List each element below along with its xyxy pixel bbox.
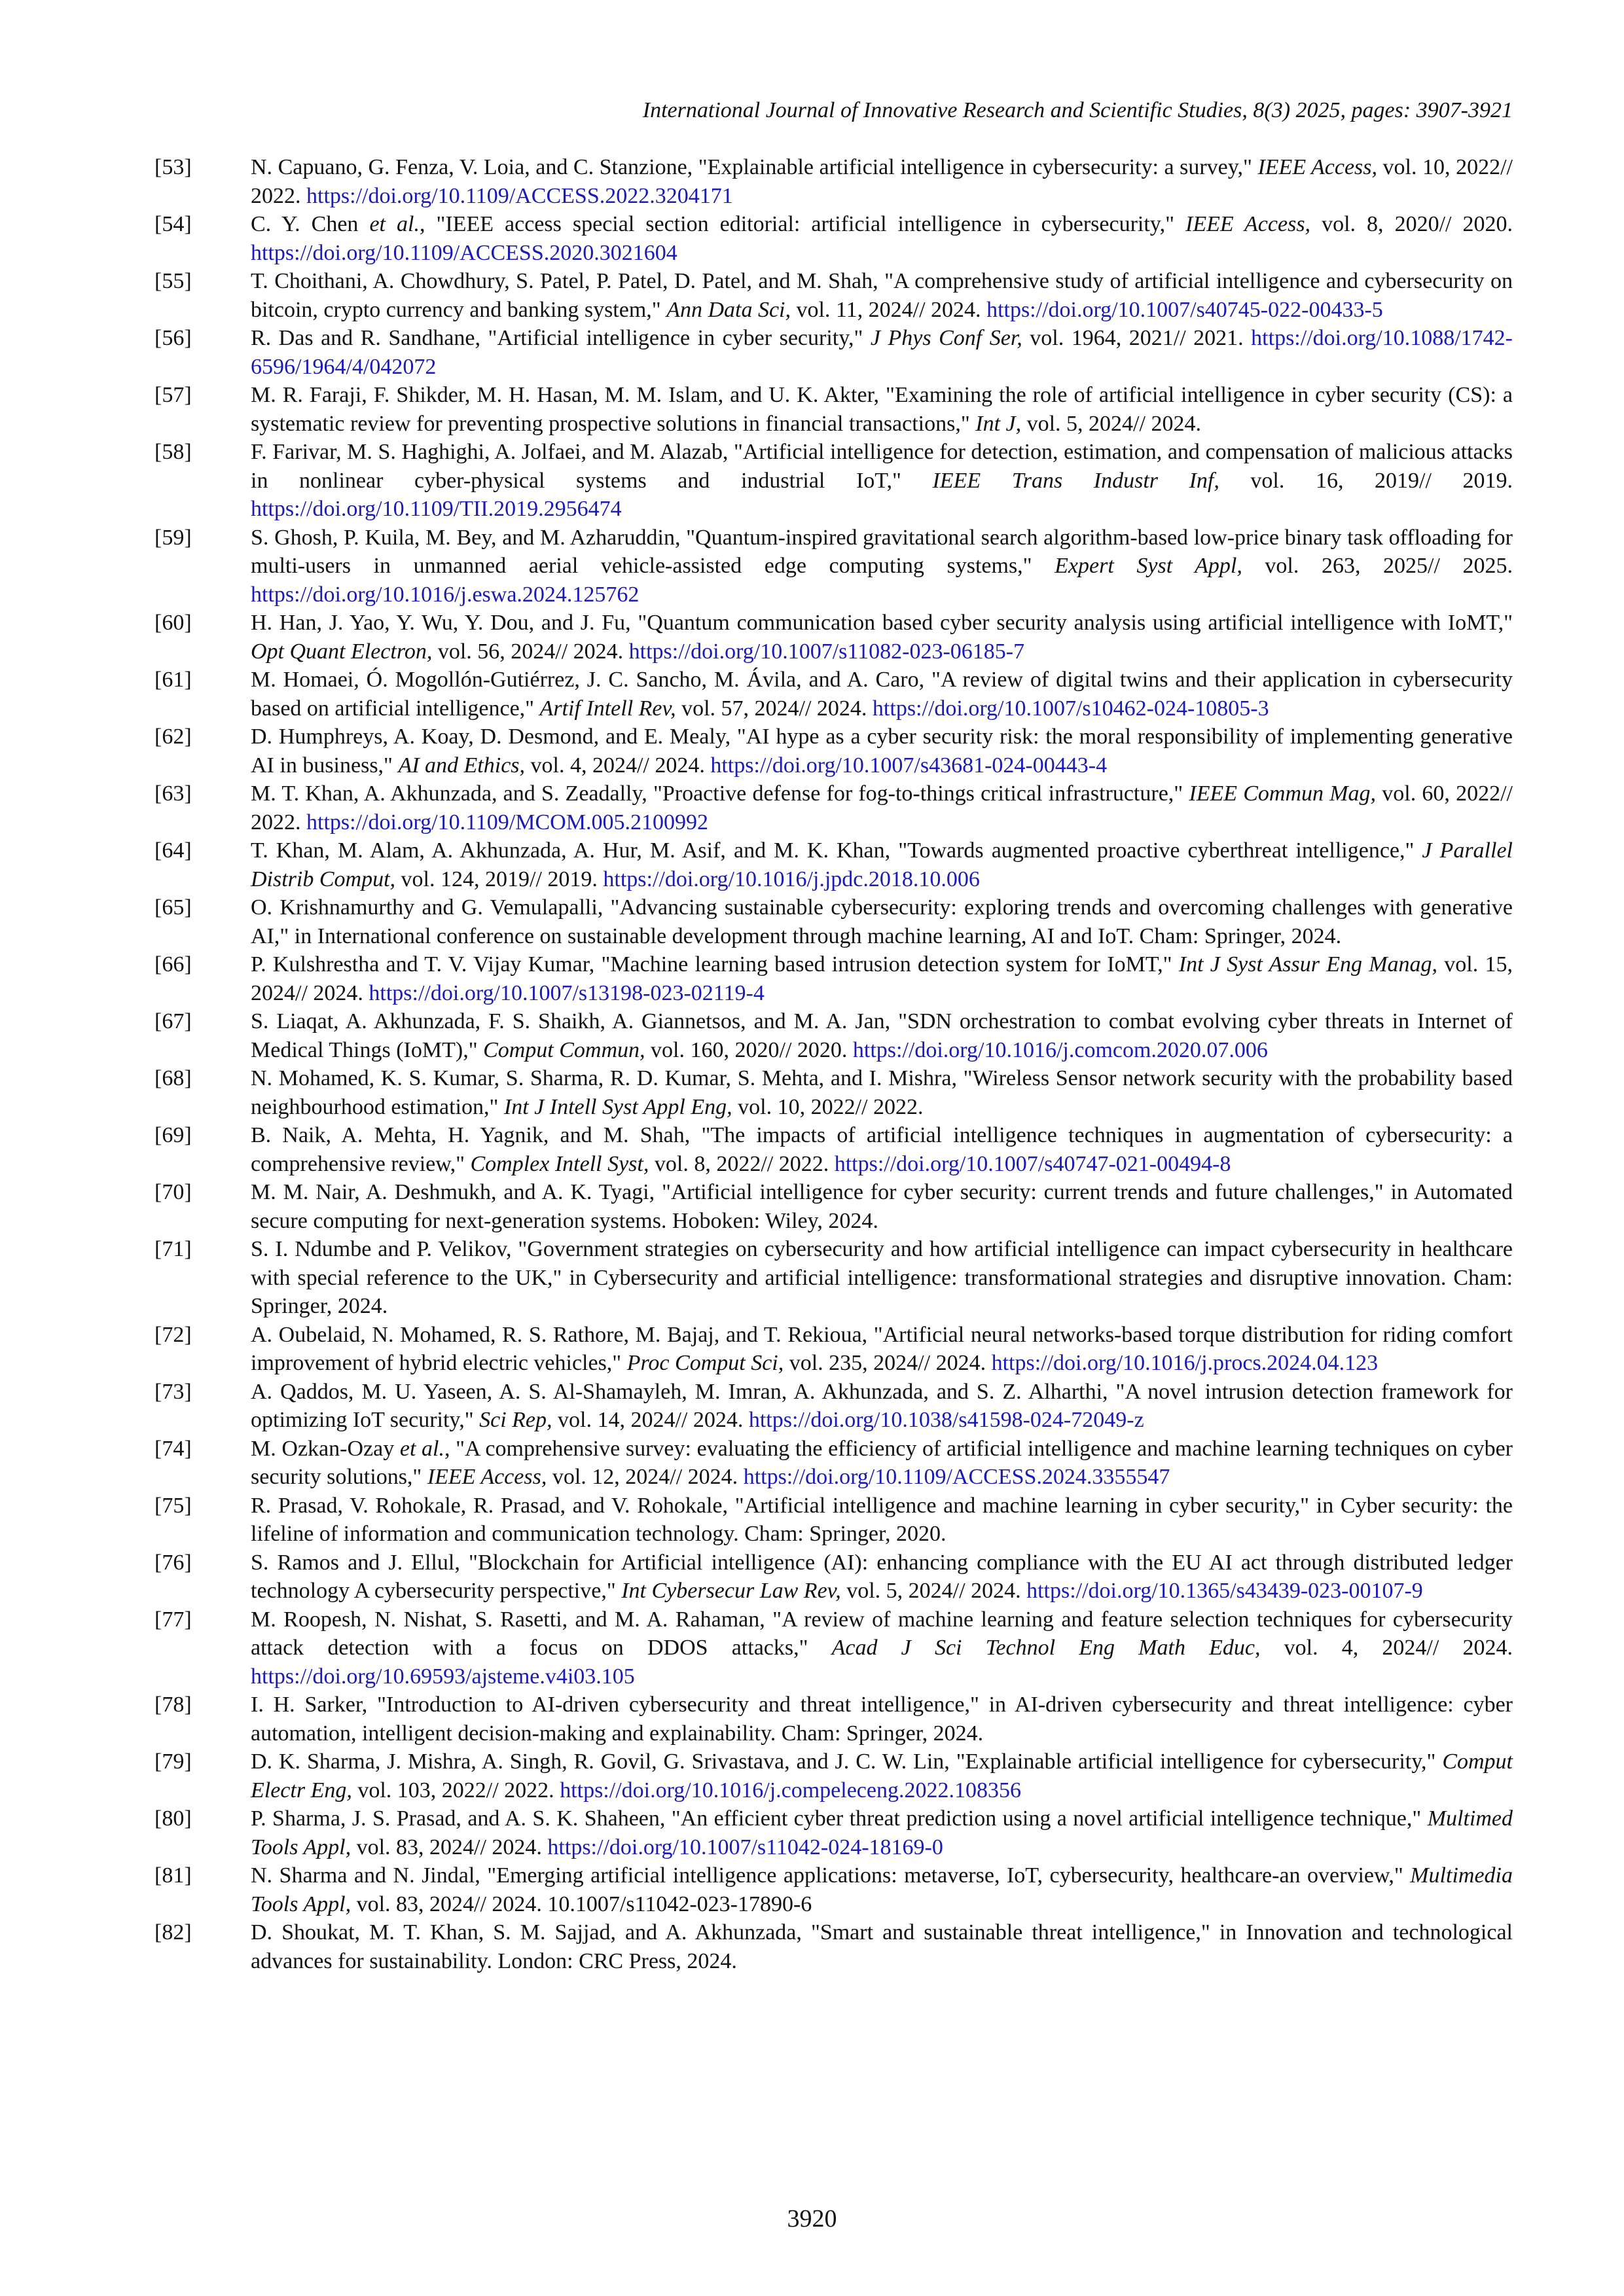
reference-text bbox=[251, 324, 1513, 381]
reference-number: [64] bbox=[154, 838, 192, 863]
reference-item bbox=[154, 1178, 1513, 1235]
journal-name: Int J Intell Syst Appl Eng, bbox=[503, 1094, 732, 1119]
reference-text bbox=[251, 723, 1513, 780]
reference-number: [60] bbox=[154, 611, 192, 635]
volume-year: vol. 124, 2019// 2019. bbox=[395, 867, 604, 891]
reference-citation: A. Qaddos, M. U. Yaseen, A. S. Al-Shamayleh, M. Imran, A. Akhunzada, and S. Z. Alharthi, "A novel intrusion detection framework for optimizing IoT security," bbox=[251, 1379, 1513, 1432]
reference-citation: R. Das and R. Sandhane, "Artificial intelligence in cyber security," bbox=[251, 326, 871, 350]
reference-item bbox=[154, 1007, 1513, 1064]
volume-year: vol. 103, 2022// 2022. bbox=[352, 1778, 560, 1803]
volume-year: vol. 10, 2022// 2022. bbox=[251, 155, 1513, 208]
reference-list bbox=[154, 153, 1513, 1975]
doi-link[interactable]: https://doi.org/10.1109/ACCESS.2024.3355547 bbox=[743, 1465, 1170, 1489]
reference-citation: I. H. Sarker, "Introduction to AI-driven cybersecurity and threat intelligence," in AI-driven cybersecurity and threat intelligence: cyber automation, intelligent decision-making and explainability. Cham: Springer, 2024. bbox=[251, 1693, 1513, 1746]
reference-citation: F. Farivar, M. S. Haghighi, A. Jolfaei, and M. Alazab, "Artificial intelligence for detection, estimation, and compensation of malicious attacks in nonlinear cyber-physical systems and industrial IoT," bbox=[251, 440, 1513, 493]
reference-text bbox=[251, 438, 1513, 524]
reference-number: [78] bbox=[154, 1693, 192, 1717]
reference-item bbox=[154, 210, 1513, 267]
volume-year: vol. 4, 2024// 2024. bbox=[1260, 1636, 1513, 1660]
reference-item bbox=[154, 1235, 1513, 1321]
reference-citation: P. Sharma, J. S. Prasad, and A. S. K. Shaheen, "An efficient cyber threat prediction using a novel artificial intelligence technique," bbox=[251, 1806, 1428, 1831]
reference-citation: S. Ramos and J. Ellul, "Blockchain for Artificial intelligence (AI): enhancing compliance with the EU AI act through distributed ledger technology A cybersecurity perspective," bbox=[251, 1550, 1513, 1603]
volume-year: vol. 14, 2024// 2024. bbox=[552, 1408, 749, 1432]
reference-item bbox=[154, 723, 1513, 780]
reference-number: [54] bbox=[154, 212, 192, 236]
volume-year: vol. 160, 2020// 2020. bbox=[645, 1037, 853, 1062]
reference-text bbox=[251, 1804, 1513, 1861]
reference-number: [79] bbox=[154, 1749, 192, 1774]
reference-item bbox=[154, 1605, 1513, 1691]
reference-item bbox=[154, 1804, 1513, 1861]
reference-item bbox=[154, 1064, 1513, 1121]
journal-name: Int Cybersecur Law Rev, bbox=[621, 1579, 841, 1603]
reference-item bbox=[154, 524, 1513, 609]
reference-text bbox=[251, 1918, 1513, 1975]
reference-number: [81] bbox=[154, 1863, 192, 1888]
doi-link[interactable]: https://doi.org/10.1038/s41598-024-72049-z bbox=[748, 1408, 1144, 1432]
volume-year: vol. 8, 2022// 2022. bbox=[649, 1151, 835, 1176]
reference-number: [63] bbox=[154, 781, 192, 806]
doi-link[interactable]: https://doi.org/10.1016/j.compeleceng.2022.108356 bbox=[560, 1778, 1021, 1803]
reference-citation: S. I. Ndumbe and P. Velikov, "Government strategies on cybersecurity and how artificial intelligence can impact cybersecurity in healthcare with special reference to the UK," in Cybersecurity and artificial intelligence: transformational strategies and disruptive innovation. Cham: Springer, 2024. bbox=[251, 1237, 1513, 1318]
reference-number: [55] bbox=[154, 269, 192, 293]
reference-text bbox=[251, 210, 1513, 267]
reference-item bbox=[154, 950, 1513, 1007]
doi-link[interactable]: https://doi.org/10.1007/s43681-024-00443-4 bbox=[710, 753, 1108, 778]
volume-year: vol. 4, 2024// 2024. bbox=[525, 753, 711, 778]
reference-number: [68] bbox=[154, 1066, 192, 1090]
reference-number: [69] bbox=[154, 1123, 192, 1147]
reference-citation: M. Homaei, Ó. Mogollón-Gutiérrez, J. C. Sancho, M. Ávila, and A. Caro, "A review of digital twins and their application in cybersecurity based on artificial intelligence," bbox=[251, 668, 1513, 721]
reference-text bbox=[251, 1748, 1513, 1804]
reference-text bbox=[251, 524, 1513, 609]
volume-year: vol. 12, 2024// 2024. bbox=[547, 1465, 744, 1489]
reference-text bbox=[251, 1605, 1513, 1691]
volume-year: vol. 5, 2024// 2024. bbox=[1021, 411, 1201, 436]
doi-link[interactable]: https://doi.org/10.1109/TII.2019.2956474 bbox=[251, 497, 622, 521]
reference-item bbox=[154, 609, 1513, 666]
reference-item bbox=[154, 1492, 1513, 1549]
volume-year: vol. 10, 2022// 2022. bbox=[732, 1094, 924, 1119]
reference-text bbox=[251, 1178, 1513, 1235]
journal-name: Proc Comput Sci, bbox=[626, 1351, 784, 1375]
reference-item bbox=[154, 780, 1513, 836]
journal-name: Multimed Tools Appl, bbox=[251, 1806, 1513, 1859]
reference-text bbox=[251, 893, 1513, 950]
reference-number: [65] bbox=[154, 895, 192, 920]
doi-link[interactable]: https://doi.org/10.1016/j.eswa.2024.125762 bbox=[251, 582, 640, 607]
doi-link[interactable]: https://doi.org/10.1007/s40747-021-00494-8 bbox=[834, 1151, 1231, 1176]
volume-year: vol. 235, 2024// 2024. bbox=[784, 1351, 992, 1375]
reference-number: [53] bbox=[154, 155, 192, 179]
reference-text bbox=[251, 1007, 1513, 1064]
reference-citation: S. Ghosh, P. Kuila, M. Bey, and M. Azharuddin, "Quantum-inspired gravitational search algorithm-based low-price binary task offloading for multi-users in unmanned aerial vehicle-assisted edge computing systems," bbox=[251, 525, 1513, 578]
reference-text bbox=[251, 153, 1513, 210]
reference-number: [73] bbox=[154, 1379, 192, 1404]
page-number: 3920 bbox=[787, 2205, 837, 2233]
reference-number: [77] bbox=[154, 1607, 192, 1632]
reference-citation: N. Mohamed, K. S. Kumar, S. Sharma, R. D. Kumar, S. Mehta, and I. Mishra, "Wireless Sensor network security with the probability based neighbourhood estimation," bbox=[251, 1066, 1513, 1119]
reference-citation: D. K. Sharma, J. Mishra, A. Singh, R. Govil, G. Srivastava, and J. C. W. Lin, "Explainable artificial intelligence for cybersecurity," bbox=[251, 1749, 1443, 1774]
reference-number: [71] bbox=[154, 1237, 192, 1261]
doi-link[interactable]: https://doi.org/10.1109/MCOM.005.2100992 bbox=[306, 810, 708, 834]
reference-citation: M. R. Faraji, F. Shikder, M. H. Hasan, M. M. Islam, and U. K. Akter, "Examining the role of artificial intelligence in cyber security (CS): a systematic review for preventing prospective solutions in financial transactions," bbox=[251, 383, 1513, 436]
reference-citation: S. Liaqat, A. Akhunzada, F. S. Shaikh, A. Giannetsos, and M. A. Jan, "SDN orchestration to combat evolving cyber threats in Internet of Medical Things (IoMT)," bbox=[251, 1009, 1513, 1062]
volume-year: vol. 57, 2024// 2024. bbox=[676, 696, 873, 721]
reference-number: [70] bbox=[154, 1180, 192, 1204]
reference-text bbox=[251, 609, 1513, 666]
reference-citation: M. Roopesh, N. Nishat, S. Rasetti, and M. A. Rahaman, "A review of machine learning and feature selection techniques for cybersecurity attack detection with a focus on DDOS attacks," bbox=[251, 1607, 1513, 1660]
reference-item bbox=[154, 666, 1513, 723]
reference-citation: T. Choithani, A. Chowdhury, S. Patel, P. Patel, D. Patel, and M. Shah, "A comprehensive study of artificial intelligence and cybersecurity on bitcoin, crypto currency and banking system," bbox=[251, 269, 1513, 322]
doi-link[interactable]: https://doi.org/10.1016/j.comcom.2020.07.006 bbox=[852, 1037, 1268, 1062]
doi-link[interactable]: https://doi.org/10.1007/s11082-023-06185-7 bbox=[628, 639, 1025, 664]
reference-number: [66] bbox=[154, 952, 192, 977]
reference-text bbox=[251, 666, 1513, 723]
journal-name: Comput Commun, bbox=[483, 1037, 645, 1062]
reference-item bbox=[154, 381, 1513, 438]
reference-text bbox=[251, 1235, 1513, 1321]
reference-item bbox=[154, 836, 1513, 893]
journal-name: IEEE Commun Mag, bbox=[1189, 781, 1377, 806]
reference-item bbox=[154, 1748, 1513, 1804]
reference-citation: N. Capuano, G. Fenza, V. Loia, and C. Stanzione, "Explainable artificial intelligence in cybersecurity: a survey," bbox=[251, 155, 1258, 179]
reference-item bbox=[154, 1861, 1513, 1918]
journal-name: IEEE Access, bbox=[1257, 155, 1378, 179]
reference-number: [75] bbox=[154, 1493, 192, 1518]
reference-number: [72] bbox=[154, 1322, 192, 1347]
volume-year: vol. 1964, 2021// 2021. bbox=[1022, 326, 1252, 350]
reference-number: [74] bbox=[154, 1436, 192, 1461]
journal-name: AI and Ethics, bbox=[398, 753, 526, 778]
reference-number: [67] bbox=[154, 1009, 192, 1033]
doi-link[interactable]: https://doi.org/10.1016/j.jpdc.2018.10.006 bbox=[603, 867, 980, 891]
reference-citation: M. T. Khan, A. Akhunzada, and S. Zeadally, "Proactive defense for fog-to-things critical infrastructure," bbox=[251, 781, 1189, 806]
doi-link[interactable]: https://doi.org/10.1007/s11042-024-18169-0 bbox=[547, 1835, 943, 1859]
reference-citation: M. Ozkan-Ozay et al., "A comprehensive survey: evaluating the efficiency of artificial intelligence and machine learning techniques on cyber security solutions," bbox=[251, 1436, 1513, 1489]
reference-text bbox=[251, 1435, 1513, 1492]
reference-text bbox=[251, 950, 1513, 1007]
volume-year: vol. 263, 2025// 2025. bbox=[1242, 554, 1513, 578]
reference-text bbox=[251, 1378, 1513, 1435]
reference-item bbox=[154, 1378, 1513, 1435]
journal-name: IEEE Access, bbox=[1185, 212, 1311, 236]
reference-text bbox=[251, 1121, 1513, 1178]
doi-link[interactable]: https://doi.org/10.1016/j.procs.2024.04.123 bbox=[991, 1351, 1379, 1375]
reference-number: [61] bbox=[154, 668, 192, 692]
reference-item bbox=[154, 1691, 1513, 1748]
reference-citation: D. Shoukat, M. T. Khan, S. M. Sajjad, and A. Akhunzada, "Smart and sustainable threat intelligence," in Innovation and technological advances for sustainability. London: CRC Press, 2024. bbox=[251, 1920, 1513, 1973]
reference-number: [57] bbox=[154, 383, 192, 407]
journal-name: Sci Rep, bbox=[479, 1408, 552, 1432]
reference-text bbox=[251, 1691, 1513, 1748]
reference-citation: H. Han, J. Yao, Y. Wu, Y. Dou, and J. Fu, "Quantum communication based cyber security analysis using artificial intelligence with IoMT," bbox=[251, 611, 1513, 635]
journal-name: J Parallel Distrib Comput, bbox=[251, 838, 1513, 891]
journal-name: Artif Intell Rev, bbox=[539, 696, 676, 721]
doi-link[interactable]: https://doi.org/10.1365/s43439-023-00107-9 bbox=[1026, 1579, 1423, 1603]
reference-citation: A. Oubelaid, N. Mohamed, R. S. Rathore, M. Bajaj, and T. Rekioua, "Artificial neural networks-based torque distribution for riding comfort improvement of hybrid electric vehicles," bbox=[251, 1322, 1513, 1375]
reference-text bbox=[251, 780, 1513, 836]
reference-number: [62] bbox=[154, 725, 192, 749]
volume-year: vol. 83, 2024// 2024. bbox=[351, 1835, 548, 1859]
running-header: International Journal of Innovative Research and Scientific Studies, 8(3) 2025, pages: 3907-3921 bbox=[642, 98, 1513, 122]
journal-name: Complex Intell Syst, bbox=[470, 1151, 649, 1176]
reference-citation: N. Sharma and N. Jindal, "Emerging artificial intelligence applications: metaverse, IoT, cybersecurity, healthcare-an overview," bbox=[251, 1863, 1411, 1888]
reference-number: [82] bbox=[154, 1920, 192, 1945]
journal-name: Multimedia Tools Appl, bbox=[251, 1863, 1513, 1916]
reference-number: [76] bbox=[154, 1550, 192, 1575]
volume-year: vol. 5, 2024// 2024. bbox=[840, 1579, 1027, 1603]
journal-name: IEEE Trans Industr Inf, bbox=[932, 468, 1219, 493]
volume-year: vol. 16, 2019// 2019. bbox=[1219, 468, 1513, 493]
reference-number: [58] bbox=[154, 440, 192, 464]
journal-name: Expert Syst Appl, bbox=[1055, 554, 1242, 578]
reference-citation: B. Naik, A. Mehta, H. Yagnik, and M. Shah, "The impacts of artificial intelligence techniques in augmentation of cybersecurity: a comprehensive review," bbox=[251, 1123, 1513, 1176]
reference-item bbox=[154, 324, 1513, 381]
reference-text bbox=[251, 1549, 1513, 1605]
reference-item bbox=[154, 1549, 1513, 1605]
volume-year: vol. 8, 2020// 2020. bbox=[1310, 212, 1513, 236]
reference-number: [56] bbox=[154, 326, 192, 350]
doi-link[interactable]: https://doi.org/10.1088/1742-6596/1964/4/042072 bbox=[251, 326, 1513, 379]
reference-item bbox=[154, 1918, 1513, 1975]
doi-link[interactable]: https://doi.org/10.1109/ACCESS.2022.3204171 bbox=[306, 183, 733, 208]
journal-name: J Phys Conf Ser, bbox=[870, 326, 1022, 350]
reference-citation: C. Y. Chen et al., "IEEE access special section editorial: artificial intelligence in cybersecurity," bbox=[251, 212, 1185, 236]
reference-citation: T. Khan, M. Alam, A. Akhunzada, A. Hur, M. Asif, and M. K. Khan, "Towards augmented proactive cyberthreat intelligence," bbox=[251, 838, 1422, 863]
reference-text bbox=[251, 1321, 1513, 1378]
reference-number: [59] bbox=[154, 525, 192, 550]
reference-citation: O. Krishnamurthy and G. Vemulapalli, "Advancing sustainable cybersecurity: exploring trends and overcoming challenges with generative AI," in International conference on sustainable development through machine learning, AI and IoT. Cham: Springer, 2024. bbox=[251, 895, 1513, 948]
doi-link[interactable]: https://doi.org/10.69593/ajsteme.v4i03.105 bbox=[251, 1664, 635, 1689]
journal-name: Int J Syst Assur Eng Manag, bbox=[1178, 952, 1438, 977]
reference-text bbox=[251, 1064, 1513, 1121]
volume-year: vol. 15, 2024// 2024. bbox=[251, 952, 1513, 1005]
journal-name: Comput Electr Eng, bbox=[251, 1749, 1513, 1803]
doi-link[interactable]: https://doi.org/10.1109/ACCESS.2020.3021604 bbox=[251, 240, 677, 265]
reference-item bbox=[154, 438, 1513, 524]
reference-text bbox=[251, 1861, 1513, 1918]
journal-name: Opt Quant Electron, bbox=[251, 639, 433, 664]
journal-name: Int J, bbox=[975, 411, 1022, 436]
reference-citation: M. M. Nair, A. Deshmukh, and A. K. Tyagi, "Artificial intelligence for cyber security: current trends and future challenges," in Automated secure computing for next-generation systems. Hoboken: Wiley, 2024. bbox=[251, 1180, 1513, 1233]
reference-number: [80] bbox=[154, 1806, 192, 1831]
reference-text bbox=[251, 836, 1513, 893]
journal-name: Ann Data Sci, bbox=[666, 297, 791, 322]
reference-text bbox=[251, 267, 1513, 324]
reference-item bbox=[154, 153, 1513, 210]
reference-text bbox=[251, 1492, 1513, 1549]
journal-name: IEEE Access, bbox=[427, 1465, 547, 1489]
volume-year: vol. 60, 2022// 2022. bbox=[251, 781, 1513, 834]
reference-citation: D. Humphreys, A. Koay, D. Desmond, and E. Mealy, "AI hype as a cyber security risk: the moral responsibility of implementing generative AI in business," bbox=[251, 725, 1513, 778]
volume-year: vol. 56, 2024// 2024. bbox=[432, 639, 629, 664]
doi-link[interactable]: https://doi.org/10.1007/s40745-022-00433-5 bbox=[986, 297, 1383, 322]
reference-citation: P. Kulshrestha and T. V. Vijay Kumar, "Machine learning based intrusion detection system for IoMT," bbox=[251, 952, 1179, 977]
reference-text bbox=[251, 381, 1513, 438]
reference-item bbox=[154, 1321, 1513, 1378]
volume-year: vol. 83, 2024// 2024. 10.1007/s11042-023-17890-6 bbox=[351, 1892, 812, 1916]
reference-item bbox=[154, 1435, 1513, 1492]
doi-link[interactable]: https://doi.org/10.1007/s10462-024-10805-3 bbox=[872, 696, 1269, 721]
doi-link[interactable]: https://doi.org/10.1007/s13198-023-02119-4 bbox=[369, 980, 765, 1005]
reference-item bbox=[154, 267, 1513, 324]
volume-year: vol. 11, 2024// 2024. bbox=[790, 297, 987, 322]
reference-item bbox=[154, 893, 1513, 950]
journal-name: Acad J Sci Technol Eng Math Educ, bbox=[831, 1636, 1261, 1660]
reference-item bbox=[154, 1121, 1513, 1178]
reference-citation: R. Prasad, V. Rohokale, R. Prasad, and V. Rohokale, "Artificial intelligence and machine learning in cyber security," in Cyber security: the lifeline of information and communication technology. Cham: Springer, 2020. bbox=[251, 1493, 1513, 1546]
